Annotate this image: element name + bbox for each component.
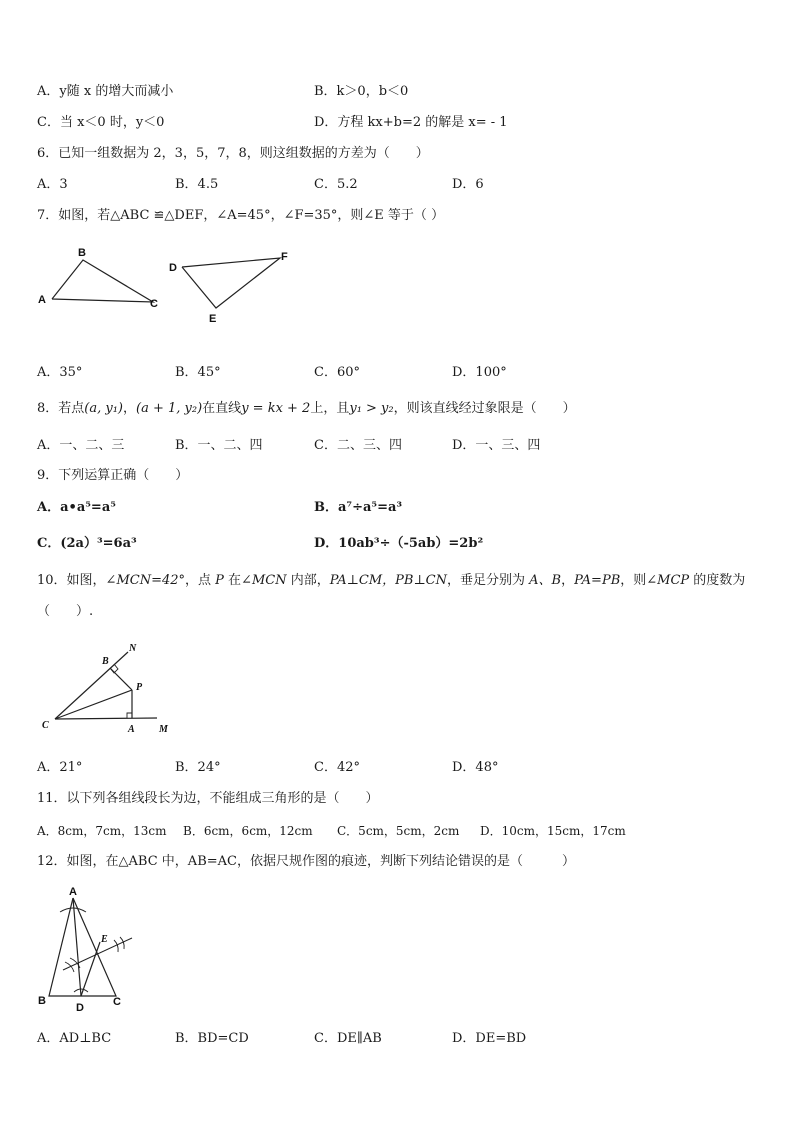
q11-option-d: D．10cm，15cm，17cm [480, 824, 626, 838]
segment-pb [110, 668, 132, 690]
q5-option-a: A．y随 x 的增大而减小 [37, 84, 174, 99]
q8-option-c: C．二、三、四 [314, 438, 402, 453]
q8-sep: ， [123, 401, 137, 416]
q10-stem [37, 572, 745, 590]
q7-option-c: C．60° [314, 365, 360, 380]
q8-line-equation: y = kx + 2 [241, 401, 311, 416]
q7-stem: 7．如图，若△ABC ≌△DEF，∠A=45°，∠F=35°，则∠E 等于（ ） [37, 208, 445, 223]
construction-arc-top [60, 908, 86, 912]
q10-stem-8: 的度数为 [689, 573, 746, 588]
label-d: D [169, 262, 177, 274]
label-b: B [78, 247, 86, 259]
q10-angle-mcn: ∠MCN=42° [105, 573, 186, 588]
q8-point2: (a + 1, y₂) [136, 401, 203, 416]
segment-de [81, 942, 100, 996]
q7-triangles-figure [36, 245, 296, 325]
q10-angle-mcp: ∠MCP [646, 573, 690, 588]
q10-perpendiculars: PA⊥CM，PB⊥CN [329, 573, 447, 588]
q8-stem-prefix: 8．若点 [37, 401, 85, 416]
q5-option-d: D．方程 kx+b=2 的解是 x= - 1 [314, 115, 508, 130]
label-m: M [159, 724, 168, 735]
q10-angle-figure [40, 640, 200, 740]
label-n: N [129, 643, 137, 654]
q12-option-c: C．DE∥AB [314, 1031, 382, 1046]
q7-option-b: B．45° [175, 365, 221, 380]
label-b: B [38, 995, 46, 1007]
triangle-abc [52, 260, 153, 302]
q12-option-d: D．DE=BD [452, 1031, 527, 1046]
label-f: F [281, 251, 288, 263]
q10-stem-6: ， [561, 573, 575, 588]
segment-cp [55, 690, 132, 719]
q11-option-a: A．8cm，7cm，13cm [37, 824, 167, 838]
q9-option-b: B．a⁷÷a⁵=a³ [314, 500, 403, 515]
q10-option-b: B．24° [175, 760, 221, 775]
triangle-def [182, 258, 280, 308]
q7-option-a: A．35° [37, 365, 83, 380]
q5-option-c: C．当 x＜0 时，y＜0 [37, 115, 165, 130]
q7-option-d: D．100° [452, 365, 507, 380]
perpendicular-bisector [63, 938, 132, 970]
q12-stem: 12．如图，在△ABC 中，AB=AC，依据尺规作图的痕迹，判断下列结论错误的是（ ） [37, 854, 575, 869]
q10-point-p: P [215, 573, 224, 588]
label-p: P [136, 682, 143, 693]
q12-option-b: B．BD=CD [175, 1031, 249, 1046]
q10-equal-sides: PA=PB [574, 573, 621, 588]
q12-option-a: A．AD⊥BC [37, 1031, 112, 1046]
triangle-abc [49, 898, 116, 996]
q10-stem-7: ，则 [620, 573, 647, 588]
q10-angle-mcn-2: ∠MCN [241, 573, 287, 588]
q10-feet: A、B [529, 573, 562, 588]
right-angle-mark-a [127, 713, 132, 718]
q10-option-c: C．42° [314, 760, 360, 775]
label-c: C [42, 720, 49, 731]
q11-stem: 11．以下列各组线段长为边，不能组成三角形的是（ ） [37, 791, 379, 806]
q10-stem-4: 内部， [286, 573, 330, 588]
q6-option-c: C．5.2 [314, 177, 358, 192]
q10-stem-2: ，点 [185, 573, 216, 588]
q10-stem-line2: （ ）. [37, 604, 94, 619]
q11-option-c: C．5cm，5cm，2cm [337, 824, 460, 838]
q9-option-c: C．(2a）³=6a³ [37, 536, 137, 551]
q8-mid: 在直线 [202, 401, 242, 416]
q8-suffix: ，则该直线经过象限是（ ） [393, 401, 576, 416]
ray-cn [55, 652, 128, 719]
label-e: E [209, 313, 217, 325]
q8-option-b: B．一、二、四 [175, 438, 263, 453]
q8-mid2: 上，且 [310, 401, 350, 416]
label-a: A [128, 724, 135, 735]
q11-option-b: B．6cm，6cm，12cm [183, 824, 313, 838]
label-c: C [113, 996, 121, 1008]
q6-option-b: B．4.5 [175, 177, 219, 192]
q10-option-a: A．21° [37, 760, 83, 775]
q10-stem-5: ，垂足分别为 [447, 573, 530, 588]
q8-stem [37, 400, 576, 418]
label-b: B [102, 656, 109, 667]
label-a: A [38, 294, 46, 306]
label-e: E [101, 934, 108, 945]
q12-construction-figure [36, 882, 156, 1022]
q6-option-d: D．6 [452, 177, 484, 192]
label-a: A [69, 886, 77, 898]
ray-cm [55, 718, 157, 719]
label-d: D [76, 1002, 84, 1014]
q9-option-a: A．a•a⁵=a⁵ [37, 500, 116, 515]
q8-inequality: y₁ > y₂ [349, 401, 394, 416]
q8-option-d: D．一、三、四 [452, 438, 541, 453]
q10-option-d: D．48° [452, 760, 499, 775]
q6-stem: 6．已知一组数据为 2，3，5，7，8，则这组数据的方差为（ ） [37, 146, 429, 161]
q10-stem-1: 10．如图， [37, 573, 106, 588]
q9-stem: 9．下列运算正确（ ） [37, 468, 189, 483]
q9-option-d: D．10ab³÷（-5ab）=2b² [314, 536, 484, 551]
q6-option-a: A．3 [37, 177, 68, 192]
label-c: C [150, 298, 158, 310]
q10-stem-3: 在 [223, 573, 242, 588]
q5-option-b: B．k＞0，b＜0 [314, 84, 409, 99]
q8-point1: (a, y₁) [84, 401, 123, 416]
q8-option-a: A．一、二、三 [37, 438, 125, 453]
